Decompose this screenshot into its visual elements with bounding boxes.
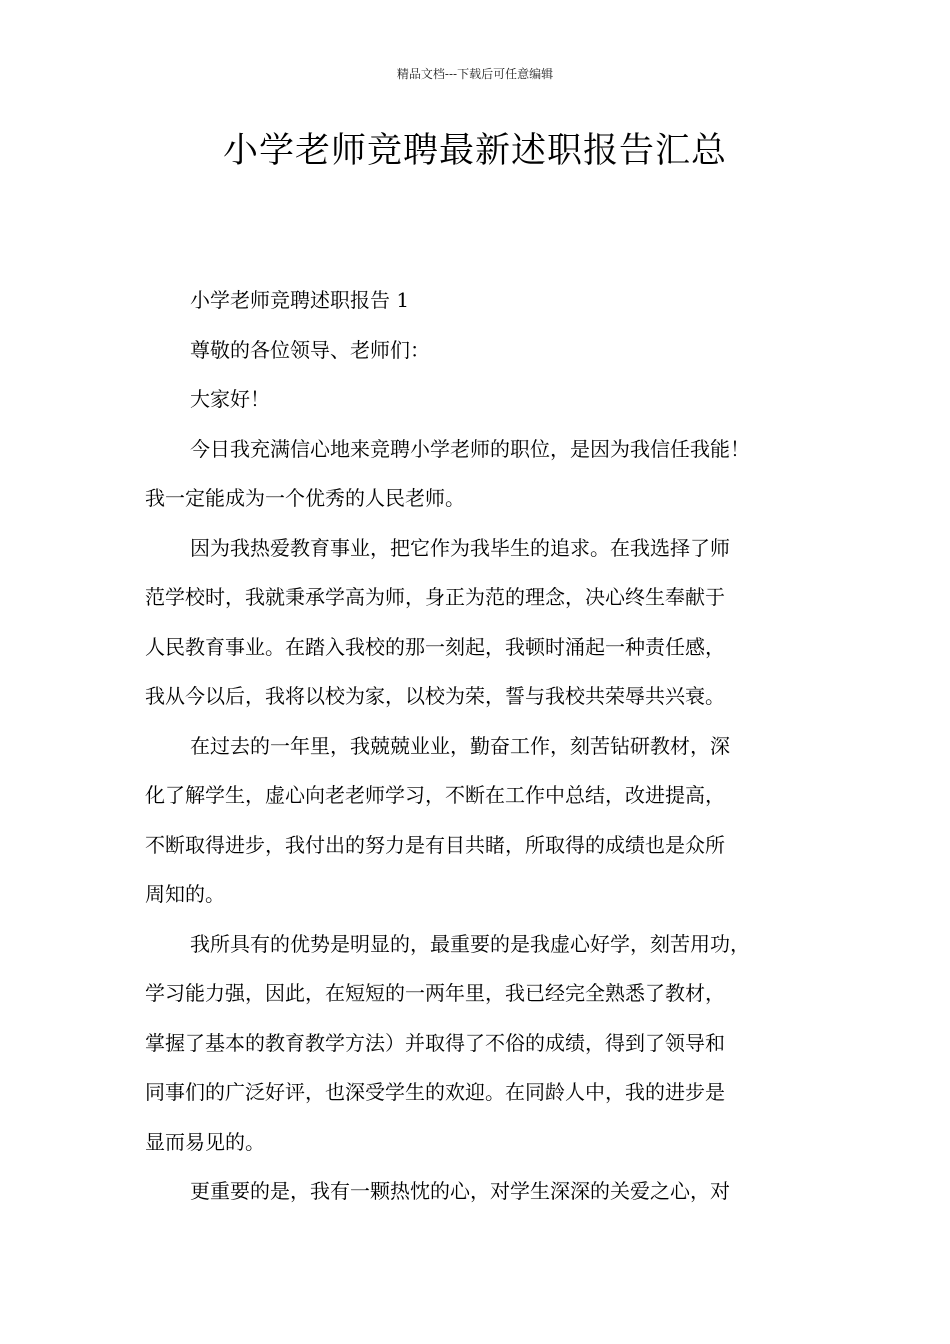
text-line: 我所具有的优势是明显的，最重要的是我虚心好学，刻苦用功，	[190, 931, 750, 956]
text-line: 掌握了基本的教育教学方法）并取得了不俗的成绩，得到了领导和	[145, 1030, 725, 1055]
text-line: 尊敬的各位领导、老师们：	[190, 337, 430, 362]
text-line: 范学校时，我就秉承学高为师，身正为范的理念，决心终生奉献于	[145, 585, 725, 609]
paragraph	[145, 1174, 830, 1208]
text-line: 因为我热爱教育事业，把它作为我毕生的追求。在我选择了师	[190, 535, 730, 560]
paragraph	[145, 927, 830, 1159]
text-line: 化了解学生，虚心向老老师学习，不断在工作中总结，改进提高，	[145, 783, 725, 807]
paragraph	[145, 382, 830, 416]
paragraph	[145, 283, 830, 317]
paragraph	[145, 531, 830, 714]
text-line: 今日我充满信心地来竞聘小学老师的职位，是因为我信任我能！	[190, 436, 750, 461]
paragraph	[145, 432, 830, 516]
text-line: 学习能力强，因此，在短短的一两年里，我已经完全熟悉了教材，	[145, 981, 725, 1005]
text-line: 大家好！	[190, 387, 270, 411]
paragraph	[145, 729, 830, 912]
document-body	[145, 283, 830, 1224]
text-line: 在过去的一年里，我兢兢业业，勤奋工作，刻苦钻研教材，深	[190, 733, 730, 758]
text-line: 更重要的是，我有一颗热忱的心，对学生深深的关爱之心，对	[190, 1179, 730, 1203]
text-line: 同事们的广泛好评，也深受学生的欢迎。在同龄人中，我的进步是	[145, 1080, 725, 1104]
text-line: 小学老师竞聘述职报告 1	[190, 288, 410, 312]
text-line: 不断取得进步，我付出的努力是有目共睹，所取得的成绩也是众所	[145, 832, 725, 857]
document-title: 小学老师竞聘最新述职报告汇总	[222, 131, 727, 171]
header-note: 精品文档---下载后可任意编辑	[396, 67, 554, 81]
text-line: 显而易见的。	[145, 1129, 265, 1154]
text-line: 我一定能成为一个优秀的人民老师。	[145, 486, 465, 510]
text-line: 周知的。	[145, 882, 225, 906]
text-line: 我从今以后，我将以校为家，以校为荣，誓与我校共荣辱共兴衰。	[145, 684, 725, 708]
paragraph	[145, 333, 830, 367]
text-line: 人民教育事业。在踏入我校的那一刻起，我顿时涌起一种责任感，	[145, 634, 725, 659]
